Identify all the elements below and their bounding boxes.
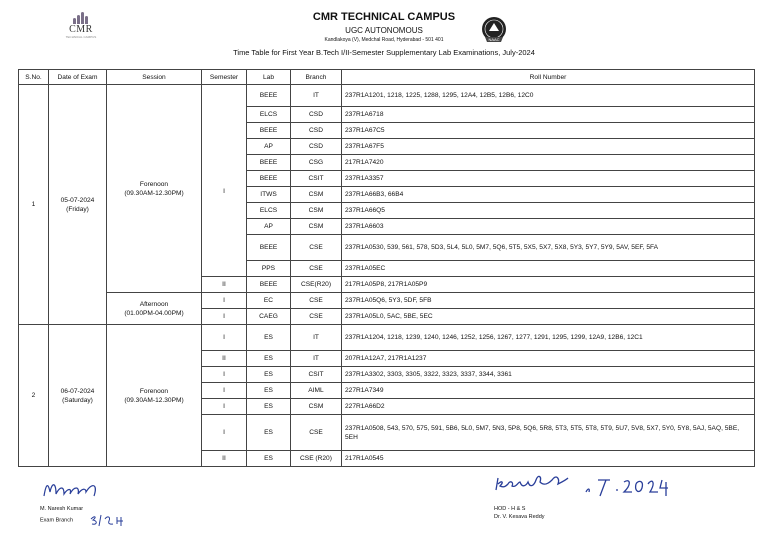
- lab-cell: BEEE: [247, 171, 291, 187]
- logo-subtext: TECHNICAL CAMPUS: [65, 35, 97, 39]
- session-name: Forenoon: [139, 180, 169, 188]
- lab-cell: ES: [247, 367, 291, 383]
- branch-cell: CSIT: [291, 367, 342, 383]
- roll-number-cell: 237R1A3302, 3303, 3305, 3322, 3323, 3337, 3344, 3361: [342, 367, 755, 383]
- branch-cell: CSM: [291, 187, 342, 203]
- roll-number-cell: 227R1A7349: [342, 383, 755, 399]
- roll-number-cell: 237R1A0530, 539, 561, 578, 5D3, 5L4, 5L0, 5M7, 5Q6, 5T5, 5X5, 5X7, 5X8, 5Y3, 5Y7, 5Y9, 5AV, 5EF, 5FA: [342, 235, 755, 261]
- lab-cell: BEEE: [247, 277, 291, 293]
- hod-name: Dr. V. Kesava Reddy: [494, 514, 545, 520]
- exam-branch-signature: [40, 478, 120, 500]
- exam-timetable: [18, 69, 755, 467]
- lab-cell: ELCS: [247, 107, 291, 123]
- lab-cell: EC: [247, 293, 291, 309]
- lab-cell: BEEE: [247, 155, 291, 171]
- college-title: CMR TECHNICAL CAMPUS: [312, 11, 456, 23]
- lab-cell: ES: [247, 351, 291, 367]
- semester-cell: I: [202, 107, 247, 277]
- roll-number-cell: 237R1A1201, 1218, 1225, 1288, 1295, 12A4, 12B5, 12B6, 12C0: [342, 85, 755, 107]
- college-subtitle: UGC AUTONOMOUS: [345, 26, 423, 35]
- college-address: Kandlakoya (V), Medchal Road, Hyderabad - 501 401: [324, 37, 444, 43]
- logo-text: CMR: [69, 24, 93, 35]
- lab-cell: ES: [247, 451, 291, 467]
- lab-cell: BEEE: [247, 85, 291, 107]
- col-header-session: Session: [107, 70, 202, 85]
- roll-number-cell: 237R1A0508, 543, 570, 575, 591, 5B6, 5L0, 5M7, 5N3, 5P8, 5Q6, 5R8, 5T3, 5T5, 5T8, 5T9, 5U7, 5V8, 5X7, 5Y0, 5Y8, 5AJ, 5AQ, 5BE, 5EH: [342, 415, 755, 451]
- lab-cell: ES: [247, 415, 291, 451]
- branch-cell: IT: [291, 351, 342, 367]
- exam-date: 05-07-2024: [60, 196, 95, 204]
- roll-number-cell: 237R1A05L0, 5AC, 5BE, 5EC: [342, 309, 755, 325]
- lab-cell: ELCS: [247, 203, 291, 219]
- session-time: (09.30AM-12.30PM): [124, 189, 184, 197]
- roll-number-cell: 237R1A67F5: [342, 139, 755, 155]
- col-header-semester: Semester: [202, 70, 247, 85]
- roll-number-cell: 217R1A7420: [342, 155, 755, 171]
- branch-cell: CSE(R20): [291, 277, 342, 293]
- col-header-sno: S.No.: [19, 70, 49, 85]
- branch-cell: CSE: [291, 293, 342, 309]
- session-time: (01.00PM-04.00PM): [124, 309, 184, 317]
- roll-number-cell: 237R1A3357: [342, 171, 755, 187]
- semester-cell: II: [202, 277, 247, 293]
- lab-cell: CAEG: [247, 309, 291, 325]
- roll-number-cell: 237R1A66B3, 66B4: [342, 187, 755, 203]
- table-header-row: [19, 70, 755, 85]
- roll-number-cell: 237R1A05EC: [342, 261, 755, 277]
- lab-cell: ES: [247, 325, 291, 351]
- roll-number-cell: 207R1A12A7, 217R1A1237: [342, 351, 755, 367]
- roll-number-cell: 237R1A66Q5: [342, 203, 755, 219]
- semester-cell: I: [202, 383, 247, 399]
- roll-number-cell: 237R1A1204, 1218, 1239, 1240, 1246, 1252, 1256, 1267, 1277, 1291, 1295, 1299, 12A9, 12B6, 12C1: [342, 325, 755, 351]
- col-header-lab: Lab: [247, 70, 291, 85]
- branch-cell: CSD: [291, 123, 342, 139]
- roll-number-cell: 217R1A05P8, 217R1A05P9: [342, 277, 755, 293]
- semester-cell: I: [202, 309, 247, 325]
- sno-cell: 1: [19, 85, 49, 325]
- date-cell: [49, 85, 107, 325]
- lab-cell: AP: [247, 219, 291, 235]
- branch-cell: CSD: [291, 107, 342, 123]
- branch-cell: CSM: [291, 399, 342, 415]
- lab-cell: BEEE: [247, 123, 291, 139]
- exam-branch-designation: Exam Branch: [40, 513, 160, 527]
- semester-cell: I: [202, 367, 247, 383]
- sno-cell: 2: [19, 325, 49, 467]
- timetable-notice: Time Table for First Year B.Tech I/II-Semester Supplementary Lab Examinations, July-2024: [233, 48, 535, 57]
- branch-cell: CSE: [291, 309, 342, 325]
- semester-cell: II: [202, 451, 247, 467]
- table-row: [19, 325, 755, 351]
- exam-branch-signature-block: [40, 478, 160, 527]
- branch-cell: CSD: [291, 139, 342, 155]
- exam-day: (Friday): [66, 205, 89, 213]
- lab-cell: PPS: [247, 261, 291, 277]
- branch-cell: CSE: [291, 415, 342, 451]
- table-row: [19, 85, 755, 107]
- branch-cell: CSE (R20): [291, 451, 342, 467]
- semester-cell: I: [202, 325, 247, 351]
- session-cell: [107, 293, 202, 325]
- branch-cell: IT: [291, 325, 342, 351]
- session-time: (09.30AM-12.30PM): [124, 396, 184, 404]
- roll-number-cell: 237R1A67C5: [342, 123, 755, 139]
- col-header-roll-number: Roll Number: [342, 70, 755, 85]
- roll-number-cell: 227R1A66D2: [342, 399, 755, 415]
- date-cell: [49, 325, 107, 467]
- roll-number-cell: 237R1A6603: [342, 219, 755, 235]
- lab-cell: AP: [247, 139, 291, 155]
- semester-cell: I: [202, 293, 247, 309]
- roll-number-cell: 237R1A05Q6, 5Y3, 5DF, 5FB: [342, 293, 755, 309]
- roll-number-cell: 217R1A0545: [342, 451, 755, 467]
- roll-number-cell: 237R1A6718: [342, 107, 755, 123]
- col-header-branch: Branch: [291, 70, 342, 85]
- exam-date: 06-07-2024: [60, 387, 95, 395]
- document-header: [0, 11, 768, 58]
- table-row: [19, 293, 755, 309]
- col-header-date: Date of Exam: [49, 70, 107, 85]
- exam-branch-signed-date: [89, 513, 125, 527]
- exam-branch-name: M. Naresh Kumar: [40, 506, 84, 512]
- lab-cell: ITWS: [247, 187, 291, 203]
- branch-cell: CSE: [291, 235, 342, 261]
- semester-cell: I: [202, 415, 247, 451]
- naac-badge-label: NAAC: [488, 37, 500, 42]
- session-cell: [107, 85, 202, 293]
- semester-cell: I: [202, 399, 247, 415]
- hod-signature: [490, 470, 680, 500]
- semester-cell: II: [202, 351, 247, 367]
- branch-cell: CSM: [291, 219, 342, 235]
- lab-cell: BEEE: [247, 235, 291, 261]
- branch-cell: CSM: [291, 203, 342, 219]
- branch-cell: CSIT: [291, 171, 342, 187]
- branch-cell: IT: [291, 85, 342, 107]
- hod-designation: HOD - H & S: [494, 506, 526, 512]
- hod-signature-block: [490, 470, 680, 521]
- branch-cell: CSE: [291, 261, 342, 277]
- session-cell: [107, 325, 202, 467]
- semester-cell: [202, 85, 247, 107]
- session-name: Forenoon: [139, 387, 169, 395]
- lab-cell: ES: [247, 399, 291, 415]
- branch-cell: CSG: [291, 155, 342, 171]
- session-name: Afternoon: [139, 300, 169, 308]
- exam-day: (Saturday): [62, 396, 93, 404]
- branch-cell: AIML: [291, 383, 342, 399]
- lab-cell: ES: [247, 383, 291, 399]
